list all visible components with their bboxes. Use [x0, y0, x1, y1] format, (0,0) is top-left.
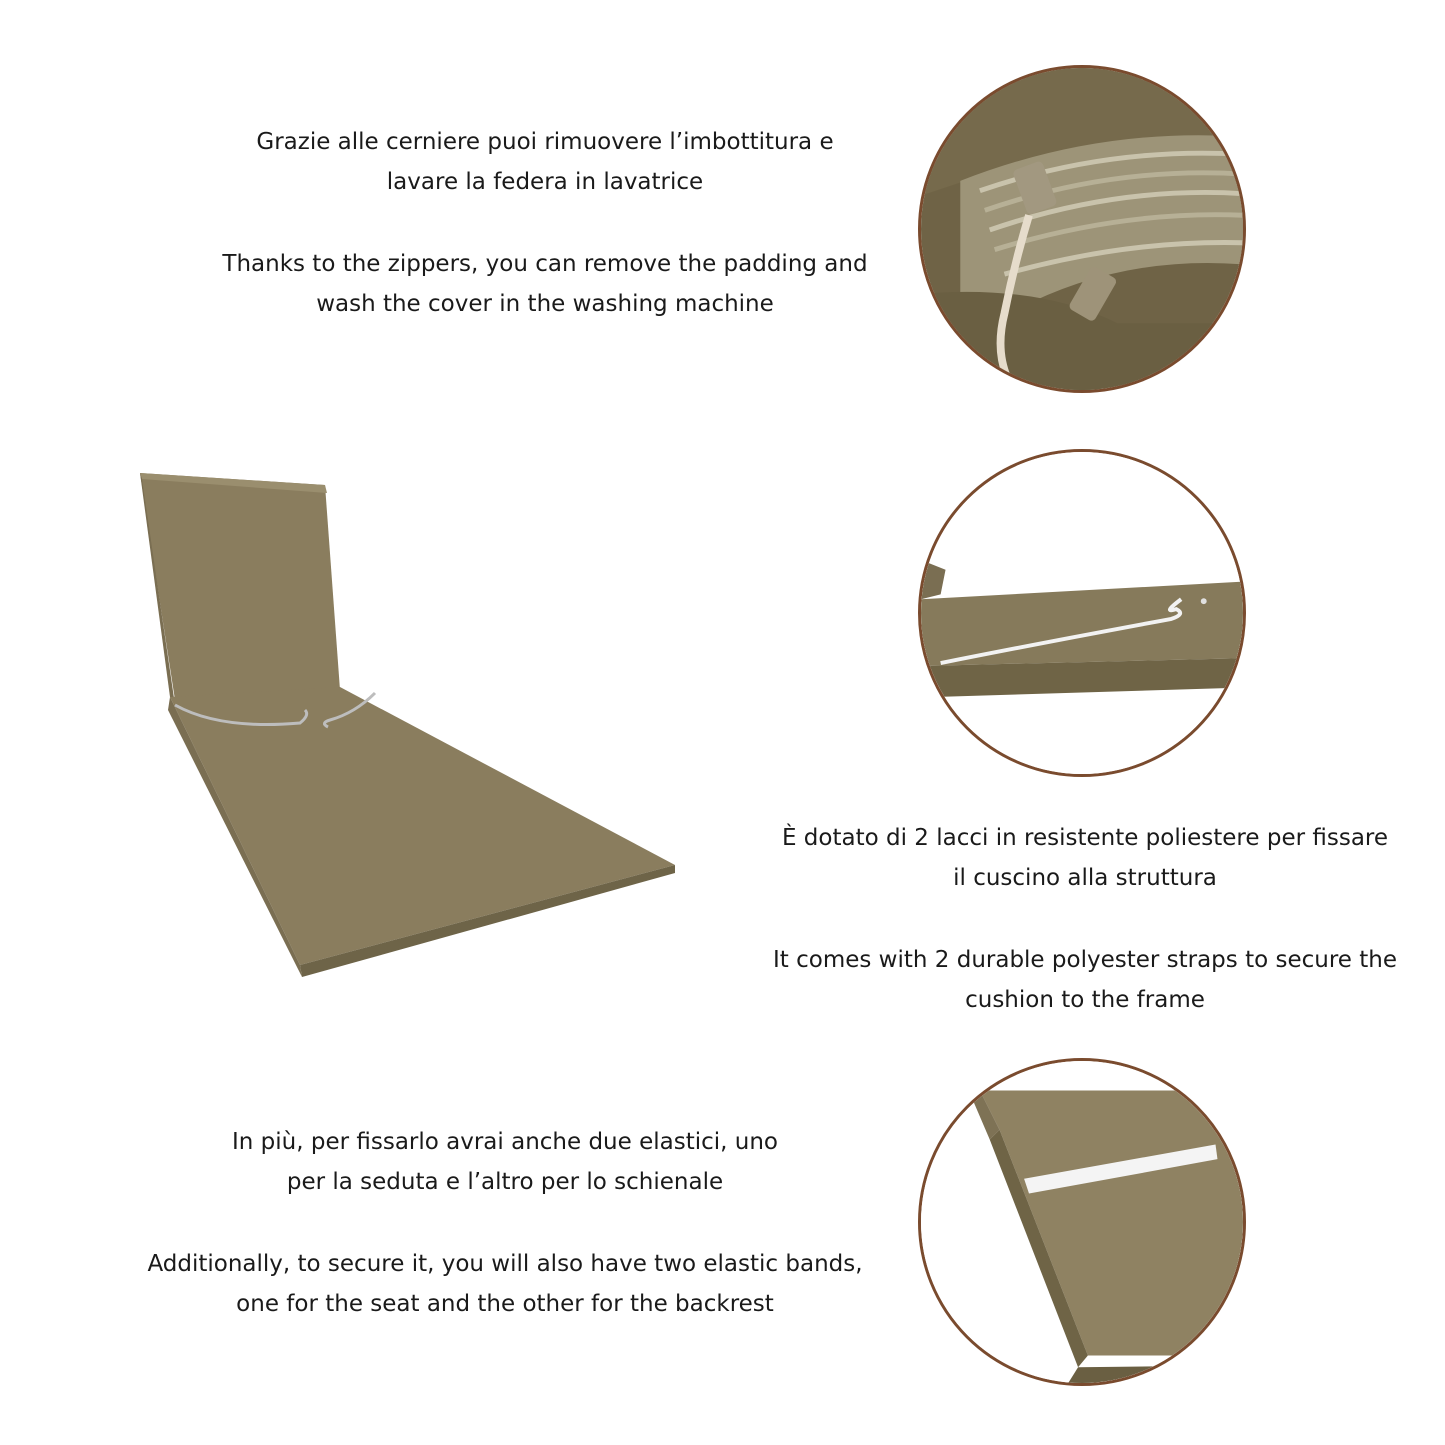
straps-text-en-line1: It comes with 2 durable polyester straps to secure the [772, 947, 1397, 973]
straps-text-it-line1: È dotato di 2 lacci in resistente poliestere per fissare [781, 825, 1389, 851]
zippers-text-it-line2: lavare la federa in lavatrice [386, 169, 704, 195]
lounger-cushion-image [130, 465, 690, 985]
zipper-closeup-image [918, 65, 1246, 393]
zippers-text-en-line1: Thanks to the zippers, you can remove the padding and [222, 251, 868, 277]
elastic-closeup-image [918, 1058, 1246, 1386]
straps-description [740, 818, 1430, 1020]
strap-closeup-image [918, 449, 1246, 777]
zippers-text-en-line2: wash the cover in the washing machine [316, 291, 774, 317]
straps-text-it-line2: il cuscino alla struttura [953, 865, 1217, 891]
elastic-description [100, 1122, 910, 1324]
zippers-description [160, 122, 930, 324]
elastic-text-it-line1: In più, per fissarlo avrai anche due elastici, uno [231, 1129, 778, 1155]
straps-text-en-line2: cushion to the frame [965, 987, 1205, 1013]
elastic-text-en-line2: one for the seat and the other for the backrest [236, 1291, 774, 1317]
elastic-text-it-line2: per la seduta e l’altro per lo schienale [286, 1169, 724, 1195]
elastic-text-en-line1: Additionally, to secure it, you will also have two elastic bands, [147, 1251, 863, 1277]
zippers-text-it-line1: Grazie alle cerniere puoi rimuovere l’imbottitura e [256, 129, 834, 155]
